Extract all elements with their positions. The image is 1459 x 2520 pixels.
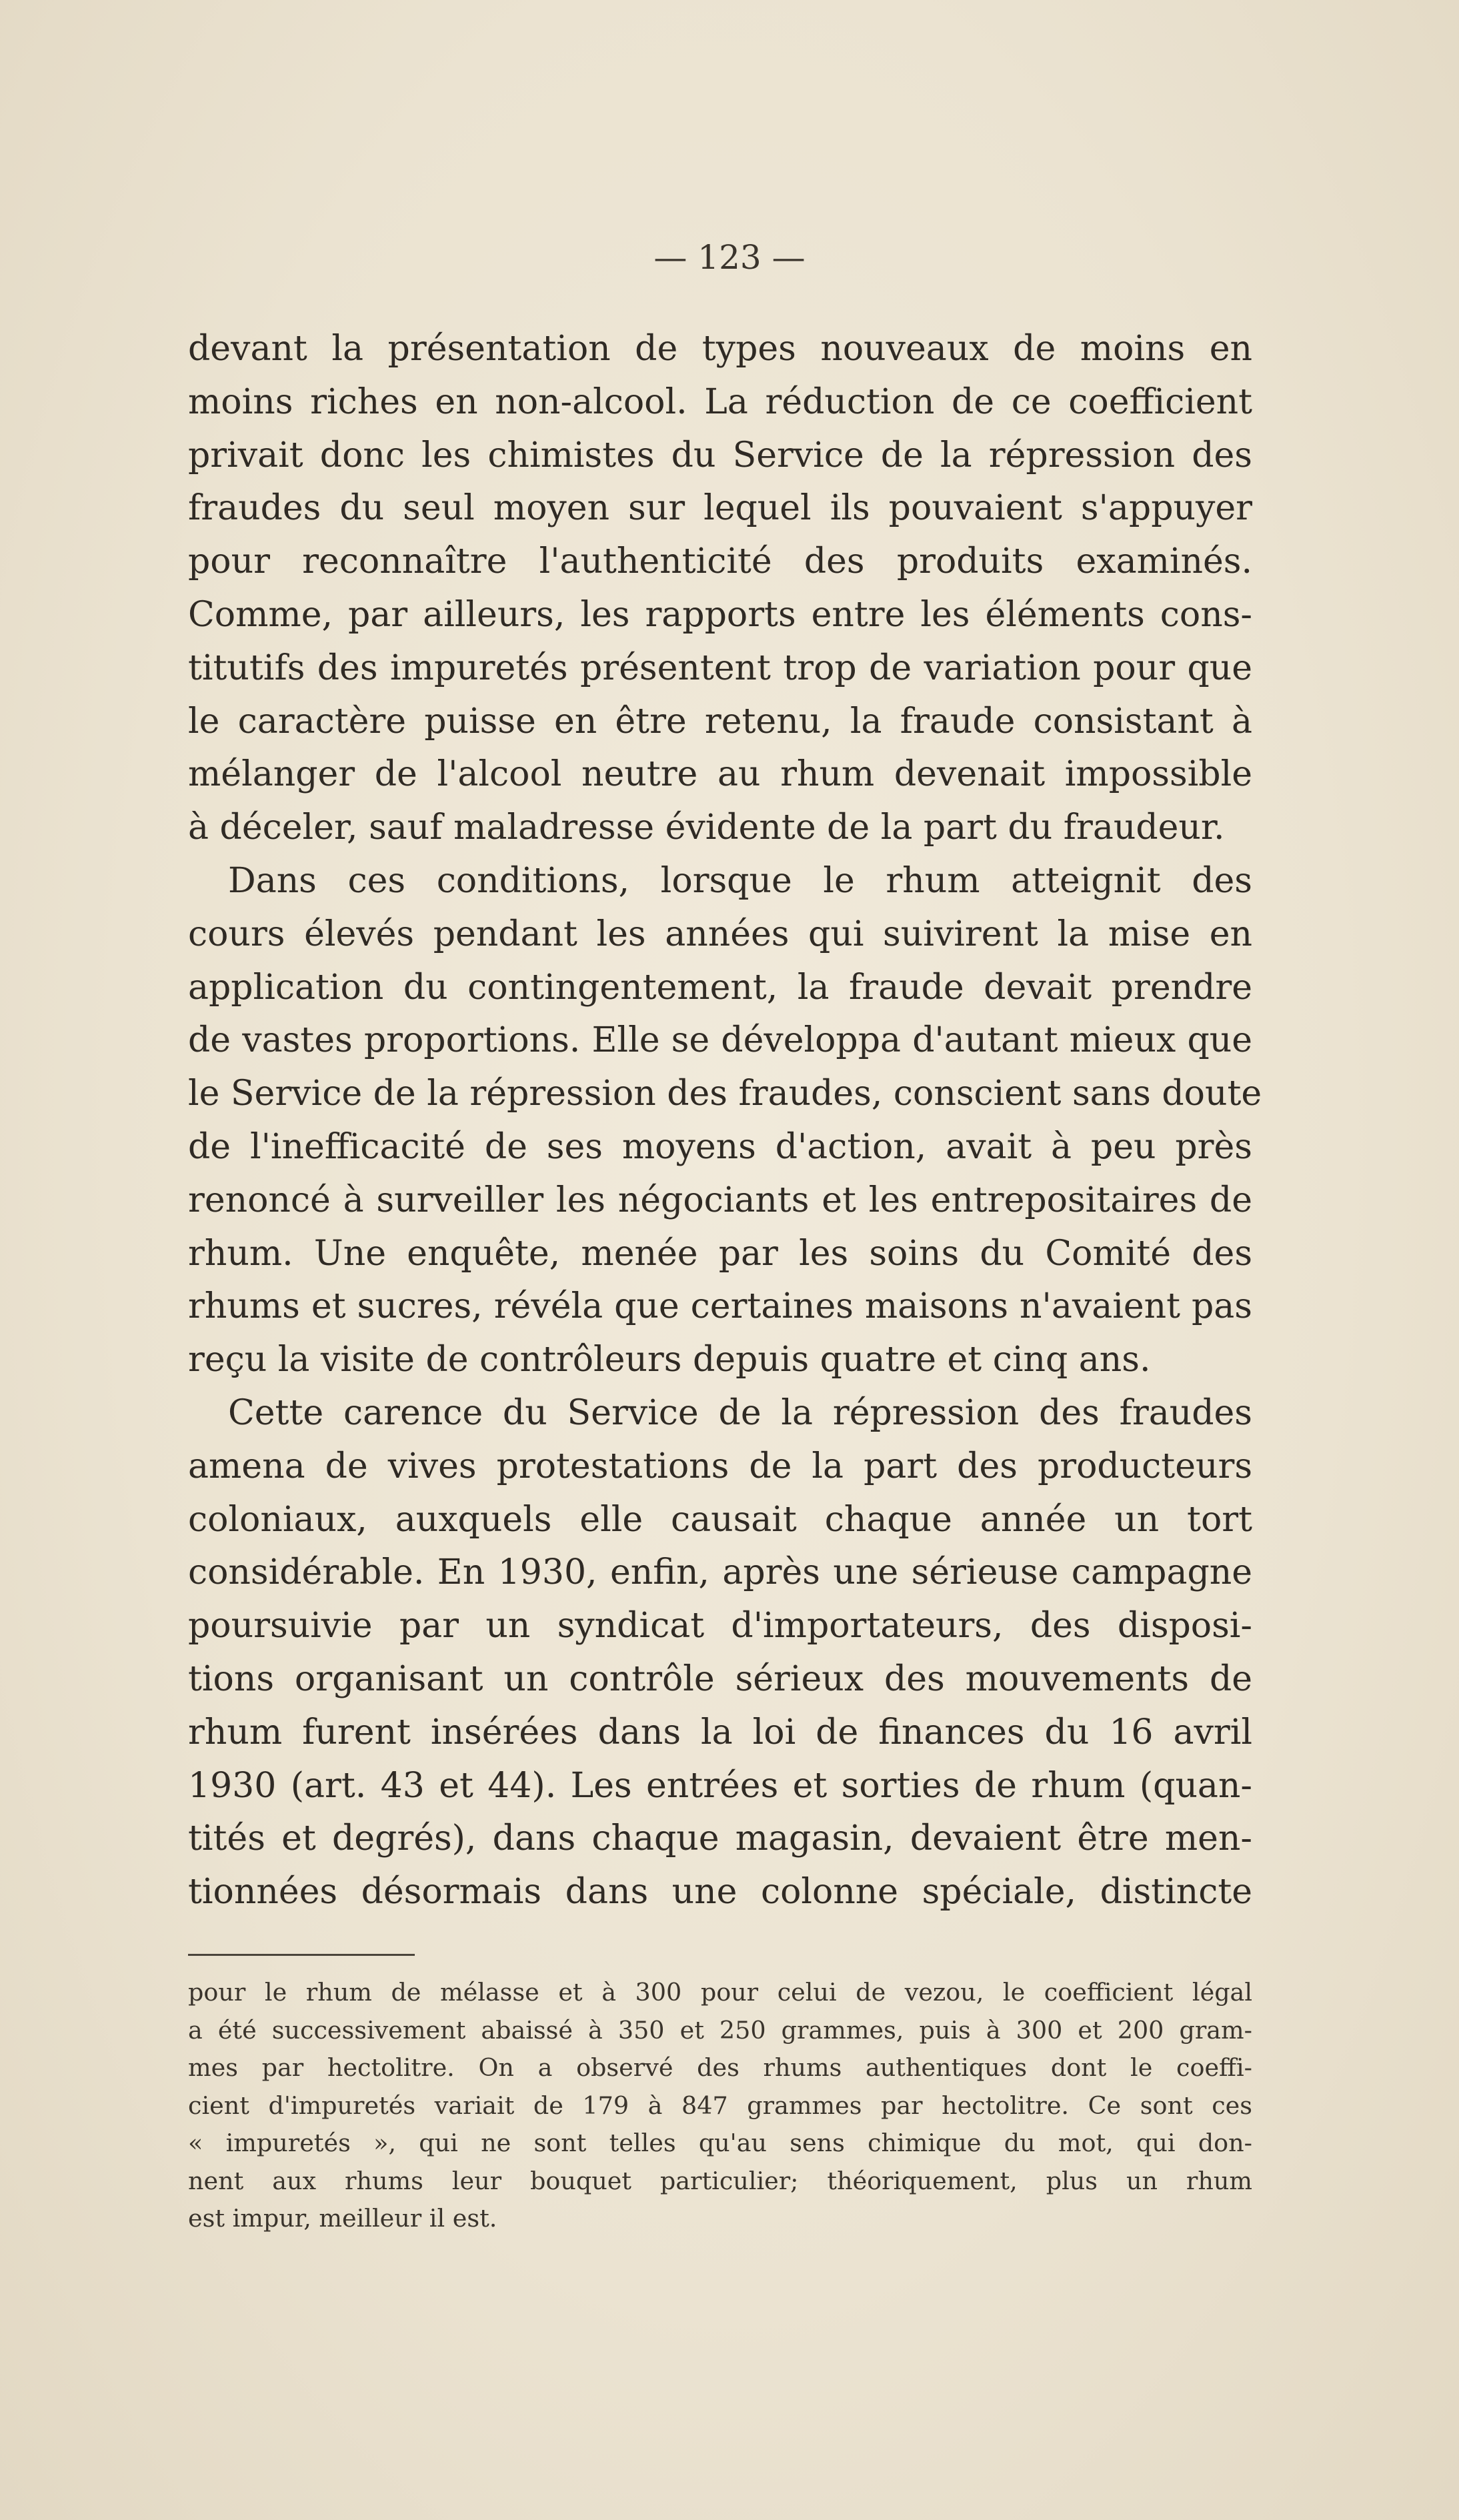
text-line: application du contingentement, la fraude devait prendre <box>188 967 1252 1008</box>
text-line: Cette carence du Service de la répression des fraudes <box>228 1392 1252 1433</box>
footnote-line: mes par hectolitre. On a observé des rhums authentiques dont le coeffi- <box>188 2053 1252 2082</box>
text-line: le Service de la répression des fraudes, conscient sans doute <box>188 1074 1262 1114</box>
footnote-line: nent aux rhums leur bouquet particulier; théoriquement, plus un rhum <box>188 2166 1252 2195</box>
text-line: titutifs des impuretés présentent trop de variation pour que <box>188 648 1252 688</box>
text-line: cours élevés pendant les années qui suivirent la mise en <box>188 914 1252 954</box>
page-number: — 123 — <box>653 238 806 277</box>
text-line: privait donc les chimistes du Service de la répression des <box>188 435 1252 475</box>
text-line: tions organisant un contrôle sérieux des mouvements de <box>188 1658 1252 1699</box>
text-line: 1930 (art. 43 et 44). Les entrées et sorties de rhum (quan- <box>188 1765 1252 1806</box>
footnote-line: cient d'impuretés variait de 179 à 847 grammes par hectolitre. Ce sont ces <box>188 2091 1252 2120</box>
text-line: tionnées désormais dans une colonne spéciale, distincte <box>188 1872 1252 1913</box>
footnote <box>188 1974 1252 2238</box>
text-line: devant la présentation de types nouveaux de moins en <box>188 329 1252 369</box>
text-line: le caractère puisse en être retenu, la fraude consistant à <box>188 701 1252 742</box>
text-line: mélanger de l'alcool neutre au rhum devenait impossible <box>188 754 1252 795</box>
text-line: à déceler, sauf maladresse évidente de la part du fraudeur. <box>188 808 1225 848</box>
footnote-line: a été successivement abaissé à 350 et 250 grammes, puis à 300 et 200 gram- <box>188 2015 1252 2045</box>
text-line: fraudes du seul moyen sur lequel ils pouvaient s'appuyer <box>188 488 1252 529</box>
text-line: considérable. En 1930, enfin, après une sérieuse campagne <box>188 1552 1252 1593</box>
text-line: tités et degrés), dans chaque magasin, devaient être men- <box>188 1818 1252 1859</box>
text-line: rhums et sucres, révéla que certaines maisons n'avaient pas <box>188 1286 1252 1327</box>
text-line: reçu la visite de contrôleurs depuis quatre et cinq ans. <box>188 1340 1151 1380</box>
text-line: de vastes proportions. Elle se développa d'autant mieux que <box>188 1020 1252 1061</box>
footnote-rule <box>188 1954 415 1956</box>
text-line: poursuivie par un syndicat d'importateurs, des disposi- <box>188 1606 1252 1646</box>
text-line: renoncé à surveiller les négociants et les entrepositaires de <box>188 1180 1252 1220</box>
text-line: moins riches en non-alcool. La réduction de ce coefficient <box>188 381 1252 422</box>
text-line: coloniaux, auxquels elle causait chaque année un tort <box>188 1499 1252 1540</box>
text-line: pour reconnaître l'authenticité des produits examinés. <box>188 541 1252 582</box>
main-text <box>188 323 1262 1919</box>
footnote-line: pour le rhum de mélasse et à 300 pour celui de vezou, le coefficient légal <box>188 1978 1252 2007</box>
footnote-line: est impur, meilleur il est. <box>188 2204 497 2233</box>
text-line: de l'inefficacité de ses moyens d'action, avait à peu près <box>188 1126 1252 1167</box>
footnote-line: « impuretés », qui ne sont telles qu'au sens chimique du mot, qui don- <box>188 2129 1252 2157</box>
text-line: Dans ces conditions, lorsque le rhum atteignit des <box>228 860 1252 901</box>
text-line: Comme, par ailleurs, les rapports entre les éléments cons- <box>188 594 1252 635</box>
text-line: amena de vives protestations de la part des producteurs <box>188 1446 1252 1486</box>
text-line: rhum. Une enquête, menée par les soins du Comité des <box>188 1233 1252 1274</box>
text-line: rhum furent insérées dans la loi de finances du 16 avril <box>188 1712 1252 1752</box>
